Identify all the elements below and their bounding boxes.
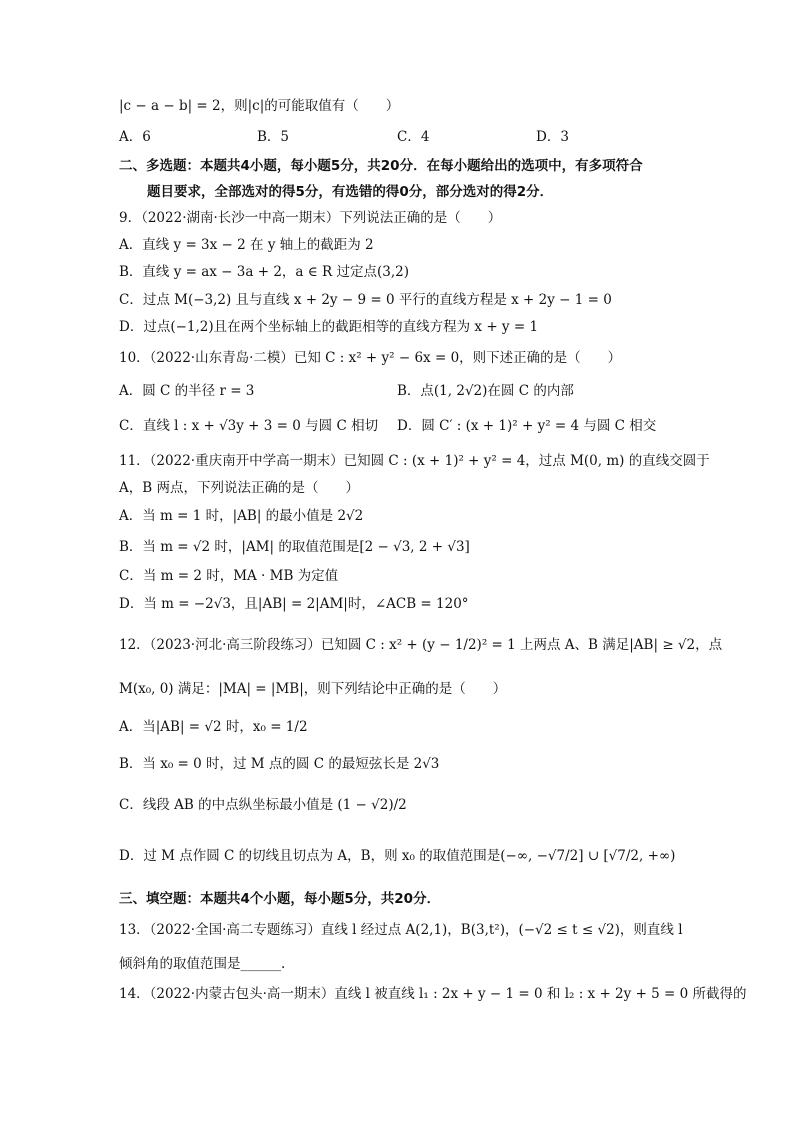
q13-line2: 倾斜角的取值范围是______.	[119, 956, 286, 972]
q10-option-d: D．圆 C′ : (x + 1)² + y² = 4 与圆 C 相交	[397, 418, 657, 434]
q9-option-a: A．直线 y = 3x − 2 在 y 轴上的截距为 2	[119, 237, 374, 253]
q9-option-b: B．直线 y = ax − 3a + 2，a ∈ R 过定点(3,2)	[119, 264, 409, 280]
q11-stem: 11．（2022·重庆南开中学高一期末）已知圆 C : (x + 1)² + y² = 4，过点 M(0, m) 的直线交圆于	[119, 453, 710, 469]
q10-option-b: B．点(1, 2√2)在圆 C 的内部	[397, 383, 574, 399]
q9-option-d: D．过点(−1,2)且在两个坐标轴上的截距相等的直线方程为 x + y = 1	[119, 319, 539, 335]
q11-option-a: A．当 m = 1 时，|AB| 的最小值是 2√2	[119, 508, 364, 524]
q10-option-a: A．圆 C 的半径 r = 3	[119, 383, 255, 399]
q12-option-a: A．当|AB| = √2 时，x₀ = 1/2	[119, 719, 308, 735]
section3-heading: 三、填空题：本题共4个小题，每小题5分，共20分．	[119, 891, 441, 907]
q11-option-c: C．当 m = 2 时，MA · MB 为定值	[119, 568, 339, 584]
q8-option-b: B．5	[257, 129, 290, 145]
q9-option-c: C．过点 M(−3,2) 且与直线 x + 2y − 9 = 0 平行的直线方程是 x + 2y − 1 = 0	[119, 292, 612, 308]
q10-option-c: C．直线 l : x + √3y + 3 = 0 与圆 C 相切	[119, 418, 379, 434]
q12-option-b: B．当 x₀ = 0 时，过 M 点的圆 C 的最短弦长是 2√3	[119, 756, 440, 772]
q12-option-d: D．过 M 点作圆 C 的切线且切点为 A，B，则 x₀ 的取值范围是(−∞, −√7/2] ∪ [√7/2, +∞)	[119, 848, 676, 864]
q11-option-d: D．当 m = −2√3，且|AB| = 2|AM|时，∠ACB = 120°	[119, 596, 469, 612]
q12-stem: 12．（2023·河北·高三阶段练习）已知圆 C : x² + (y − 1/2)² = 1 上两点 A、B 满足|AB| ≥ √2，点	[119, 637, 723, 653]
q8-option-c: C．4	[397, 129, 430, 145]
q10-stem: 10．（2022·山东青岛·二模）已知 C : x² + y² − 6x = 0，则下述正确的是（ ）	[119, 350, 622, 366]
q14-line1: 14．（2022·内蒙古包头·高一期末）直线 l 被直线 l₁ : 2x + y − 1 = 0 和 l₂ : x + 2y + 5 = 0 所截得的	[119, 986, 747, 1002]
q11-stem-cont: A，B 两点，下列说法正确的是（ ）	[119, 480, 359, 496]
section2-heading-cont: 题目要求，全部选对的得5分，有选错的得0分，部分选对的得2分．	[147, 184, 554, 200]
q8-tail: |c − a − b| = 2，则|c|的可能取值有（ ）	[119, 98, 400, 114]
section2-heading: 二、多选题：本题共4小题，每小题5分，共20分．在每小题给出的选项中，有多项符合	[119, 158, 643, 174]
q11-option-b: B．当 m = √2 时，|AM| 的取值范围是[2 − √3, 2 + √3]	[119, 539, 470, 555]
q12-stem-cont: M(x₀, 0) 满足：|MA| = |MB|，则下列结论中正确的是（ ）	[119, 681, 507, 697]
q13-line1: 13．（2022·全国·高二专题练习）直线 l 经过点 A(2,1)，B(3,t²)，(−√2 ≤ t ≤ √2)，则直线 l	[119, 922, 683, 938]
q9-stem: 9．（2022·湖南·长沙一中高一期末）下列说法正确的是（ ）	[119, 210, 502, 226]
q12-option-c: C．线段 AB 的中点纵坐标最小值是 (1 − √2)/2	[119, 797, 407, 813]
q8-option-a: A．6	[119, 129, 151, 145]
q8-option-d: D．3	[536, 129, 569, 145]
